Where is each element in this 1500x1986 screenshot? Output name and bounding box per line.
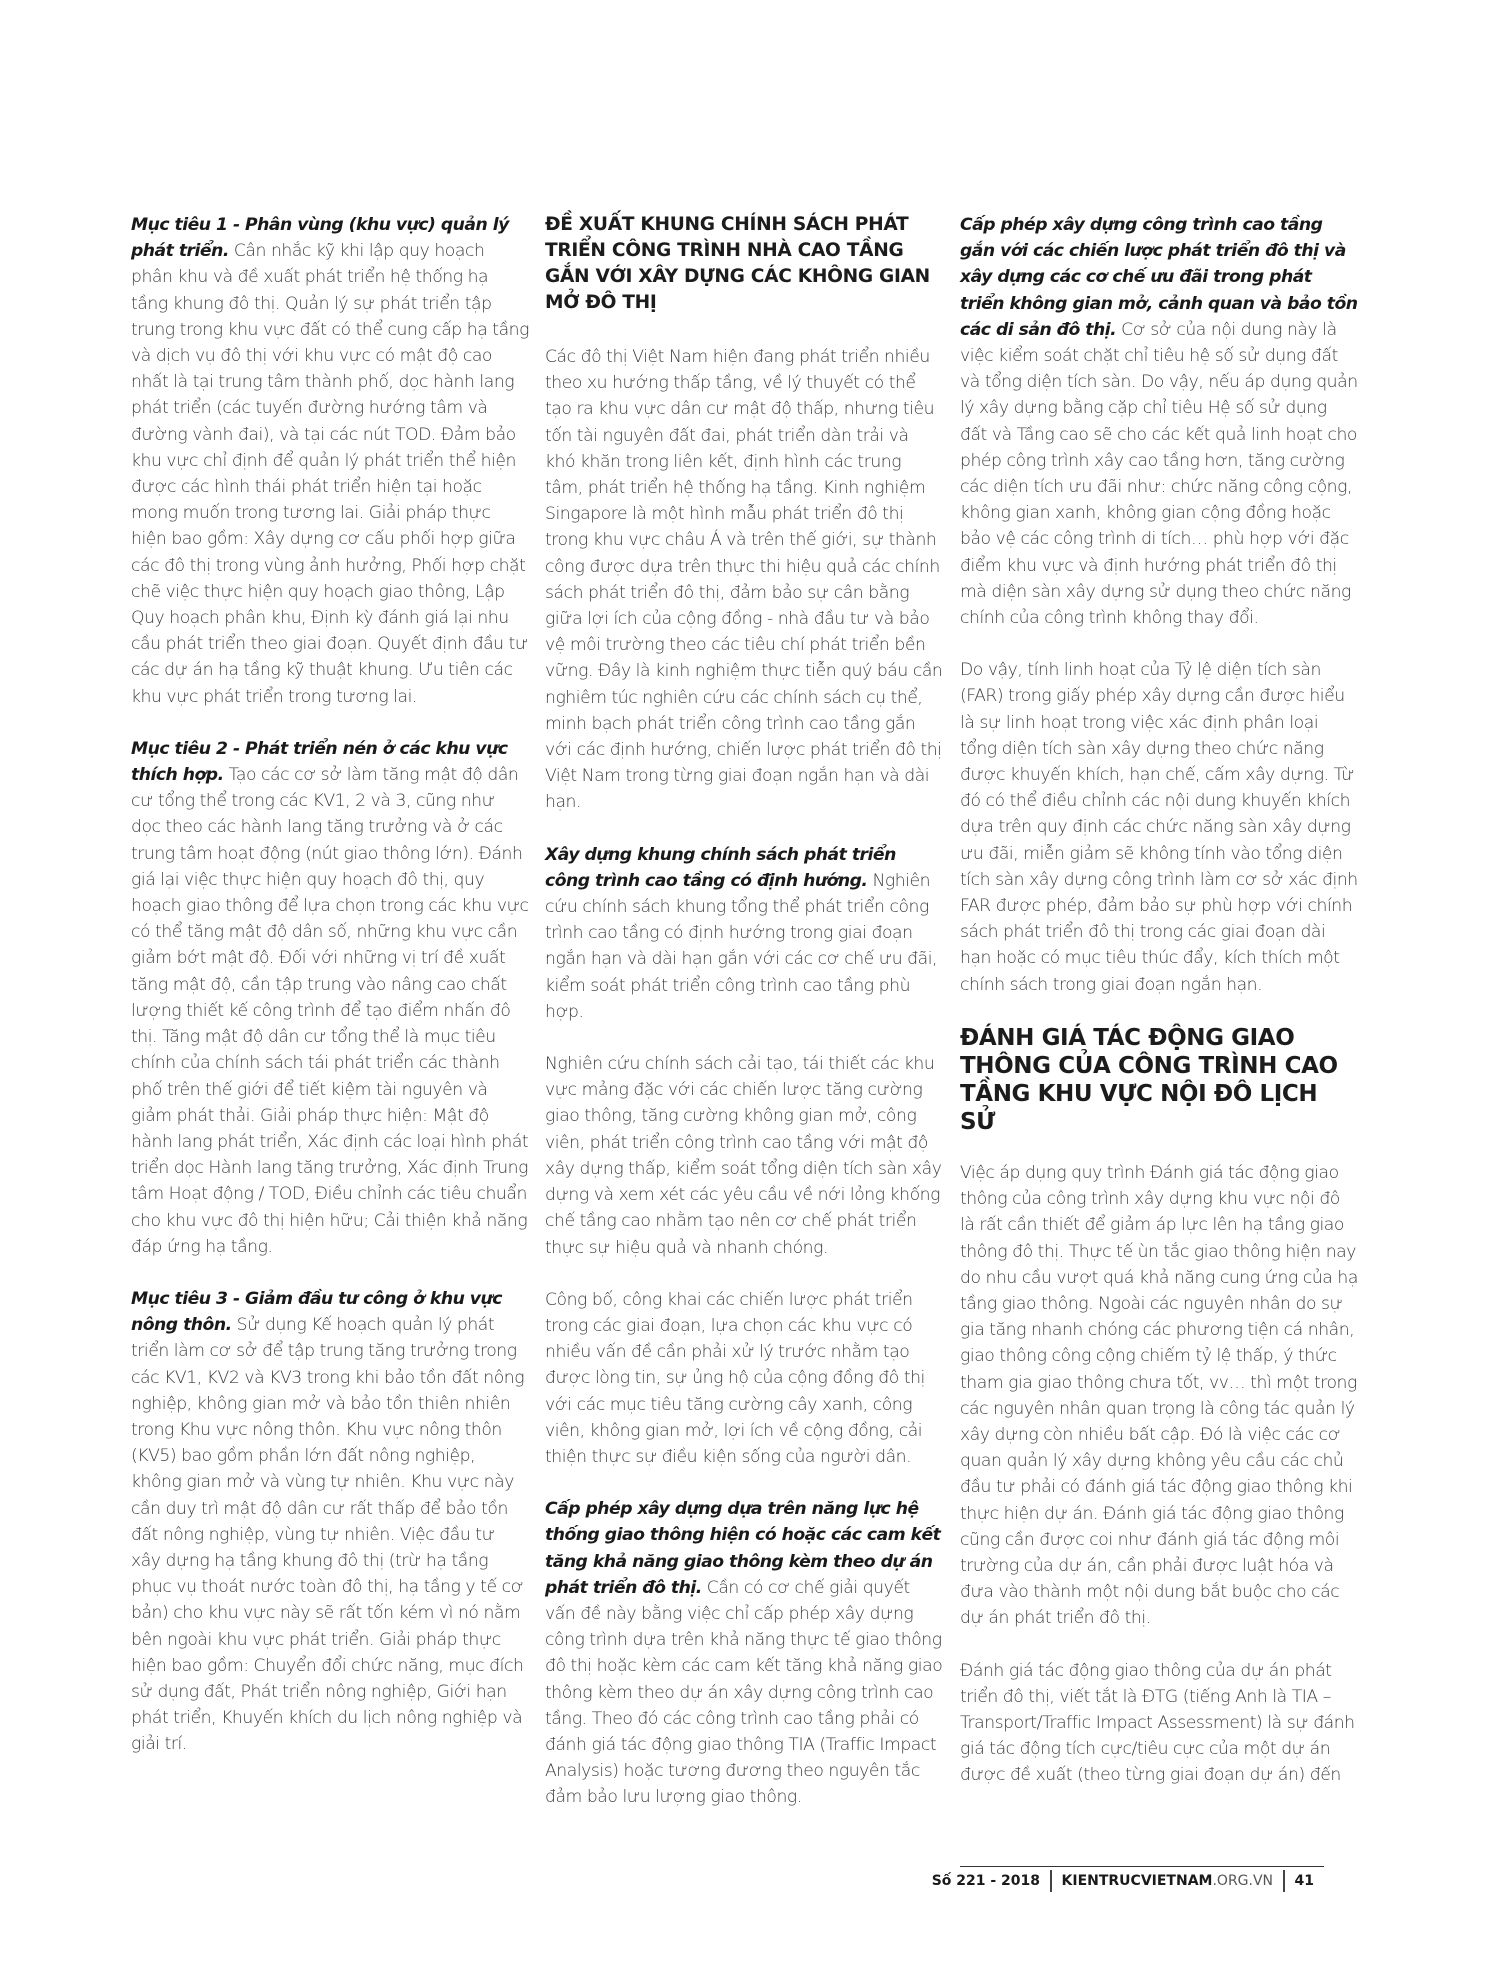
- paragraph-goal-1: [131, 212, 529, 710]
- goal-2-lead: Mục tiêu 2 - Phát triển nén ở các khu vực thích hợp.: [131, 738, 508, 786]
- policy-framework-lead: Xây dựng khung chính sách phát triển công trình cao tầng có định hướng.: [545, 844, 896, 891]
- permit-openspace-text: Cơ sở của nội dung này là việc kiểm soát chặt chỉ tiêu hệ số sử dụng đất và tổng diện tích sàn. Do vậy, nếu áp dụng quản lý xây dựng bằng cặp chỉ tiêu Hệ số sử dụng đất và Tầng cao sẽ cho các kết quả linh hoạt cho phép công trình xây cao tầng hơn, tăng cường các diện tích ưu đãi như: chức năng công cộng, không gian xanh, không gian cộng đồng hoặc bảo vệ các công trình di tích… phù hợp với đặc điểm khu vực và định hướng phát triển đô thị mà diện sàn xây dựng sử dụng theo chức năng chính của công trình không thay đổi.: [960, 319, 1358, 629]
- page-number: 41: [1294, 1873, 1314, 1889]
- goal-3-text: Sử dụng Kế hoạch quản lý phát triển làm cơ sở để tập trung tăng trưởng trong các KV1, KV2 và KV3 trong khi bảo tồn đất nông nghiệp, không gian mở và bảo tồn thiên nhiên trong Khu vực nông thôn. Khu vực nông thôn (KV5) bao gồm phần lớn đất nông nghiệp, không gian mở và vùng tự nhiên. Khu vực này cần duy trì mật độ dân cư rất thấp để bảo tồn đất nông nghiệp, vùng tự nhiên. Việc đầu tư xây dựng hạ tầng khung đô thị (trừ hạ tầng phục vụ thoát nước toàn đô thị, hạ tầng y tế cơ bản) cho khu vực này sẽ rất tốn kém vì nó nằm bên ngoài khu vực phát triển. Giải pháp thực hiện bao gồm: Chuyển đổi chức năng, mục đích sử dụng đất, Phát triển nông nghiệp, Giới hạn phát triển, Khuyến khích du lịch nông nghiệp và giải trí.: [131, 1315, 525, 1755]
- permit-openspace-lead: Cấp phép xây dựng công trình cao tầng gắn với các chiến lược phát triển đô thị và xây dựng các cơ chế ưu đãi trong phát triển không gian mở, cảnh quan và bảo tồn các di sản đô thị.: [960, 215, 1358, 340]
- permit-traffic-text: Cần có cơ chế giải quyết vấn đề này bằng việc chỉ cấp phép xây dựng công trình dựa trên khả năng thực tế giao thông đô thị hoặc kèm các cam kết tăng khả năng giao thông kèm theo dự án xây dựng công trình cao tầng. Theo đó các công trình cao tầng phải có đánh giá tác động giao thông TIA (Traffic Impact Analysis) hoặc tương đương theo nguyên tắc đảm bảo lưu lượng giao thông.: [545, 1577, 943, 1808]
- paragraph-goal-2: [131, 736, 529, 1260]
- paragraph-intro: Các đô thị Việt Nam hiện đang phát triển nhiều theo xu hướng thấp tầng, về lý thuyết có thể tạo ra khu vực dân cư mật độ thấp, nhưng tiêu tốn tài nguyên đất đai, phát triển dàn trải và khó khăn trong liên kết, định hình các trung tâm, phát triển hệ thống hạ tầng. Kinh nghiệm Singapore là một hình mẫu phát triển đô thị trong khu vực châu Á và trên thế giới, sự thành công được dựa trên thực thi hiệu quả các chính sách phát triển đô thị, đảm bảo sự cân bằng giữa lợi ích của cộng đồng - nhà đầu tư và bảo vệ môi trường theo các tiêu chí phát triển bền vững. Đây là kinh nghiệm thực tiễn quý báu cần nghiêm túc nghiên cứu các chính sách cụ thể, minh bạch phát triển công trình cao tầng gắn với các định hướng, chiến lược phát triển đô thị Việt Nam trong từng giai đoạn ngắn hạn và dài hạn.: [545, 347, 943, 813]
- section-heading-traffic-impact: ĐÁNH GIÁ TÁC ĐỘNG GIAO THÔNG CỦA CÔNG TRÌNH CAO TẦNG KHU VỰC NỘI ĐÔ LỊCH SỬ: [960, 1024, 1338, 1135]
- goal-3-lead: Mục tiêu 3 - Giảm đầu tư công ở khu vực nông thôn.: [131, 1288, 502, 1336]
- paragraph-tia-definition: Đánh giá tác động giao thông của dự án phát triển đô thị, viết tắt là ĐTG (tiếng Anh là TIA – Transport/Traffic Impact Assessment) là sự đánh giá tác động tích cực/tiêu cực của một dự án được đề xuất (theo từng giai đoạn dự án) đến: [960, 1660, 1355, 1786]
- paragraph-far: Do vậy, tính linh hoạt của Tỷ lệ diện tích sàn (FAR) trong giấy phép xây dựng cần được hiểu là sự linh hoạt trong việc xác định phân loại tổng diện tích sàn xây dựng theo chức năng được khuyến khích, hạn chế, cấm xây dựng. Từ đó có thể điều chỉnh các nội dung khuyến khích dựa trên quy định các chức năng sàn xây dựng ưu đãi, miễn giảm sẽ không tính vào tổng diện tích sàn xây dựng công trình làm cơ sở xác định FAR được phép, đảm bảo sự phù hợp với chính sách phát triển đô thị trong các giai đoạn dài hạn hoặc có mục tiêu thúc đẩy, kích thích một chính sách trong giai đoạn ngắn hạn.: [960, 660, 1358, 995]
- policy-framework-text: Nghiên cứu chính sách khung tổng thể phát triển công trình cao tầng có định hướng trong giai đoạn ngắn hạn và dài hạn gắn với các cơ chế ưu đãi, kiểm soát phát triển công trình cao tầng phù hợp.: [545, 870, 938, 1022]
- paragraph-traffic-process: Việc áp dụng quy trình Đánh giá tác động giao thông của công trình xây dựng khu vực nội đô là rất cần thiết để giảm áp lực lên hạ tầng giao thông đô thị. Thực tế ùn tắc giao thông hiện nay do nhu cầu vượt quá khả năng cung ứng của hạ tầng giao thông. Ngoài các nguyên nhân do sự gia tăng nhanh chóng các phương tiện cá nhân, giao thông công cộng chiếm tỷ lệ thấp, ý thức tham gia giao thông chưa tốt, vv… thì một trong các nguyên nhân quan trọng là công tác quản lý xây dựng còn nhiều bất cập. Đó là việc các cơ quan quản lý xây dựng không yêu cầu các chủ đầu tư phải có đánh giá tác động giao thông khi thực hiện dự án. Đánh giá tác động giao thông cũng cần được coi như đánh giá tác động môi trường của dự án, cần phải được luật hóa và đưa vào thành một nội dung bắt buộc cho các dự án phát triển đô thị.: [960, 1162, 1358, 1629]
- paragraph-policy-framework: [545, 842, 943, 1025]
- column-3: [960, 212, 1358, 1815]
- site-name-domain: .ORG.VN: [1212, 1873, 1274, 1889]
- permit-traffic-lead: Cấp phép xây dựng dựa trên năng lực hệ thống giao thông hiện có hoặc các cam kết tăng khả năng giao thông kèm theo dự án phát triển đô thị.: [545, 1499, 941, 1598]
- paragraph-publication: Công bố, công khai các chiến lược phát triển trong các giai đoạn, lựa chọn các khu vực có nhiều vấn đề cần phải xử lý trước nhằm tạo được lòng tin, sự ủng hộ của cộng đồng đô thị với các mục tiêu tăng cường cây xanh, công viên, không gian mở, lợi ích về cộng đồng, cải thiện thực sự điều kiện sống của người dân.: [545, 1289, 925, 1467]
- column-2: [545, 212, 943, 1837]
- site-name-bold: KIENTRUCVIETNAM: [1061, 1873, 1213, 1889]
- goal-1-text: Cân nhắc kỹ khi lập quy hoạch phân khu và đề xuất phát triển hệ thống hạ tầng khung đô thị. Quản lý sự phát triển tập trung trong khu vực đất có thể cung cấp hạ tầng và dịch vụ đô thị với khu vực có mật độ cao nhất là tại trung tâm thành phố, dọc hành lang phát triển (các tuyến đường hướng tâm và đường vành đai), và tại các nút TOD. Đảm bảo khu vực chỉ định để quản lý phát triển thể hiện được các hình thái phát triển hiện tại hoặc mong muốn trong tương lai. Giải pháp thực hiện bao gồm: Xây dựng cơ cấu phối hợp giữa các đô thị trong vùng ảnh hưởng, Phối hợp chặt chẽ việc thực hiện quy hoạch giao thông, Lập Quy hoạch phân khu, Định kỳ đánh giá lại nhu cầu phát triển theo giai đoạn. Quyết định đầu tư các dự án hạ tầng kỹ thuật khung. Ưu tiên các khu vực phát triển trong tương lai.: [131, 241, 529, 707]
- issue-number: Số 221 - 2018: [931, 1873, 1041, 1889]
- section-heading-policy-framework: ĐỀ XUẤT KHUNG CHÍNH SÁCH PHÁT TRIỂN CÔNG TRÌNH NHÀ CAO TẦNG GẮN VỚI XÂY DỰNG CÁC KHÔNG GIAN MỞ ĐÔ THỊ: [545, 214, 930, 313]
- footer-rule: [960, 1866, 1324, 1867]
- site-name: [1052, 1870, 1284, 1892]
- goal-2-text: Tạo các cơ sở làm tăng mật độ dân cư tổng thể trong các KV1, 2 và 3, cũng như dọc theo các hành lang tăng trưởng và ở các trung tâm hoạt động (nút giao thông lớn). Đánh giá lại việc thực hiện quy hoạch đô thị, quy hoạch giao thông để lựa chọn trong các khu vực có thể tăng mật độ dân số, những khu vực cần giảm bớt mật độ. Đối với những vị trí đề xuất tăng mật độ, cần tập trung vào nâng cao chất lượng thiết kế công trình để tạo điểm nhấn đô thị. Tăng mật độ dân cư tổng thể là mục tiêu chính của chính sách tái phát triển các thành phố trên thế giới để tiết kiệm tài nguyên và giảm phát thải. Giải pháp thực hiện: Mật độ hành lang phát triển, Xác định các loại hình phát triển dọc Hành lang tăng trưởng, Xác định Trung tâm Hoạt động / TOD, Điều chỉnh các tiêu chuẩn cho khu vực đô thị hiện hữu; Cải thiện khả năng đáp ứng hạ tầng.: [131, 765, 529, 1257]
- footer-row: [922, 1870, 1324, 1892]
- page-footer: [0, 1866, 1500, 1892]
- paragraph-permit-traffic: [545, 1496, 943, 1810]
- column-1: [131, 212, 529, 1784]
- paragraph-goal-3: [131, 1286, 529, 1758]
- paragraph-renovation: Nghiên cứu chính sách cải tạo, tái thiết các khu vực mảng đặc với các chiến lược tăng cường giao thông, tăng cường không gian mở, công viên, phát triển công trình cao tầng với mật độ xây dựng thấp, kiểm soát tổng diện tích sàn xây dựng và xem xét các yêu cầu về nới lỏng khống chế tầng cao nhằm tạo nên cơ chế phát triển thực sự hiệu quả và nhanh chóng.: [545, 1054, 942, 1258]
- goal-1-lead: Mục tiêu 1 - Phân vùng (khu vực) quản lý phát triển.: [131, 215, 509, 262]
- paragraph-permit-openspace: [960, 212, 1358, 631]
